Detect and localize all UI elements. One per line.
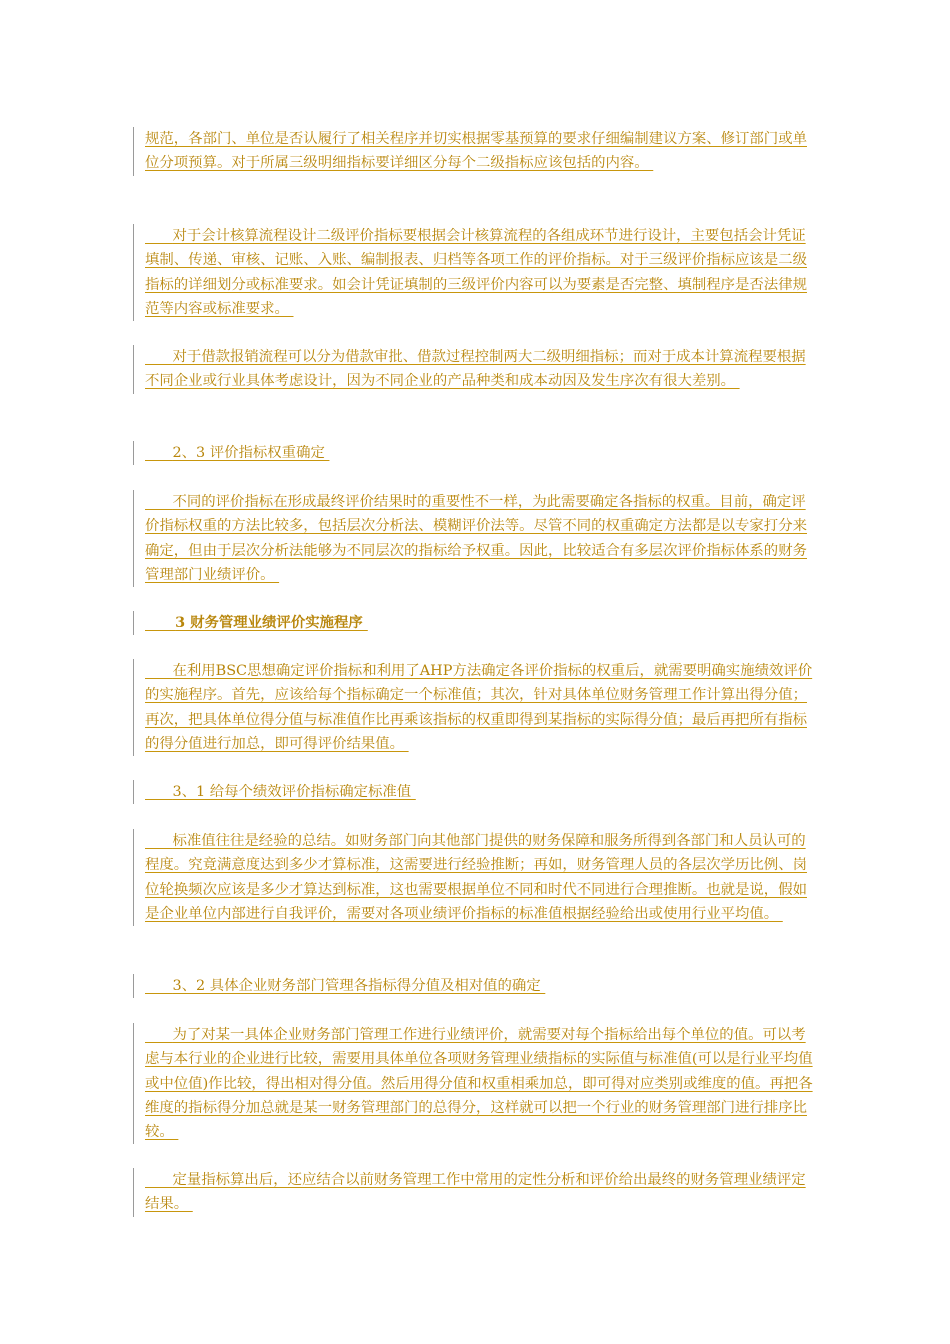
subheading-text: 2、3 评价指标权重确定 [145, 445, 330, 461]
paragraph-text: 规范，各部门、单位是否认履行了相关程序并切实根据零基预算的要求仔细编制建议方案、修订部门或单位分项预算。对于所属三级明细指标要详细区分每个二级指标应该包括的内容。 [145, 131, 807, 172]
section-heading-3 [133, 611, 813, 635]
subheading-text: 3、2 具体企业财务部门管理各指标得分值及相对值的确定 [145, 978, 546, 994]
paragraph-text: 对于会计核算流程设计二级评价指标要根据会计核算流程的各组成环节进行设计，主要包括会计凭证填制、传递、审核、记账、入账、编制报表、归档等各项工作的评价指标。对于三级评价指标应该是二级指标的详细划分或标准要求。如会计凭证填制的三级评价内容可以为要素是否完整、填制程序是否法律规范等内容或标准要求。 [145, 228, 807, 317]
paragraph-3 [133, 345, 813, 394]
heading-text: 3 财务管理业绩评价实施程序 [145, 614, 368, 631]
paragraph-7 [133, 1023, 813, 1144]
paragraph-text: 标准值往往是经验的总结。如财务部门向其他部门提供的财务保障和服务所得到各部门和人员认可的程度。究竟满意度达到多少才算标准，这需要进行经验推断；再如，财务管理人员的各层次学历比例、岗位轮换频次应该是多少才算达到标准，这也需要根据单位不同和时代不同进行合理推断。也就是说，假如是企业单位内部进行自我评价，需要对各项业绩评价指标的标准值根据经验给出或使用行业平均值。 [145, 833, 807, 922]
paragraph-text: 定量指标算出后，还应结合以前财务管理工作中常用的定性分析和评价给出最终的财务管理业绩评定结果。 [145, 1172, 806, 1213]
paragraph-4 [133, 490, 813, 587]
section-subheading-3-2 [133, 974, 813, 998]
paragraph-text: 对于借款报销流程可以分为借款审批、借款过程控制两大二级明细指标；而对于成本计算流程要根据不同企业或行业具体考虑设计，因为不同企业的产品种类和成本动因及发生序次有很大差别。 [145, 349, 806, 390]
subheading-text: 3、1 给每个绩效评价指标确定标准值 [145, 784, 416, 800]
paragraph-text: 在利用BSC思想确定评价指标和利用了AHP方法确定各评价指标的权重后，就需要明确实施绩效评价的实施程序。首先，应该给每个指标确定一个标准值；其次，针对具体单位财务管理工作计算出得分值；再次，把具体单位得分值与标准值作比再乘该指标的权重即得到某指标的实际得分值；最后再把所有指标的得分值进行加总，即可得评价结果值。 [145, 663, 813, 752]
paragraph-5 [133, 659, 813, 756]
paragraph-6 [133, 829, 813, 926]
paragraph-8 [133, 1168, 813, 1217]
paragraph-2 [133, 224, 813, 321]
paragraph-1 [133, 127, 813, 176]
paragraph-text: 不同的评价指标在形成最终评价结果时的重要性不一样，为此需要确定各指标的权重。目前，确定评价指标权重的方法比较多，包括层次分析法、模糊评价法等。尽管不同的权重确定方法都是以专家打分来确定，但由于层次分析法能够为不同层次的指标给予权重。因此，比较适合有多层次评价指标体系的财务管理部门业绩评价。 [145, 494, 807, 583]
paragraph-text: 为了对某一具体企业财务部门管理工作进行业绩评价，就需要对每个指标给出每个单位的值。可以考虑与本行业的企业进行比较，需要用具体单位各项财务管理业绩指标的实际值与标准值(可以是行业平均值或中位值)作比较，得出相对得分值。然后用得分值和权重相乘加总，即可得对应类别或维度的值。再把各维度的指标得分加总就是某一财务管理部门的总得分，这样就可以把一个行业的财务管理部门进行排序比较。 [145, 1027, 813, 1141]
section-subheading-2-3 [133, 441, 813, 465]
section-subheading-3-1 [133, 780, 813, 804]
